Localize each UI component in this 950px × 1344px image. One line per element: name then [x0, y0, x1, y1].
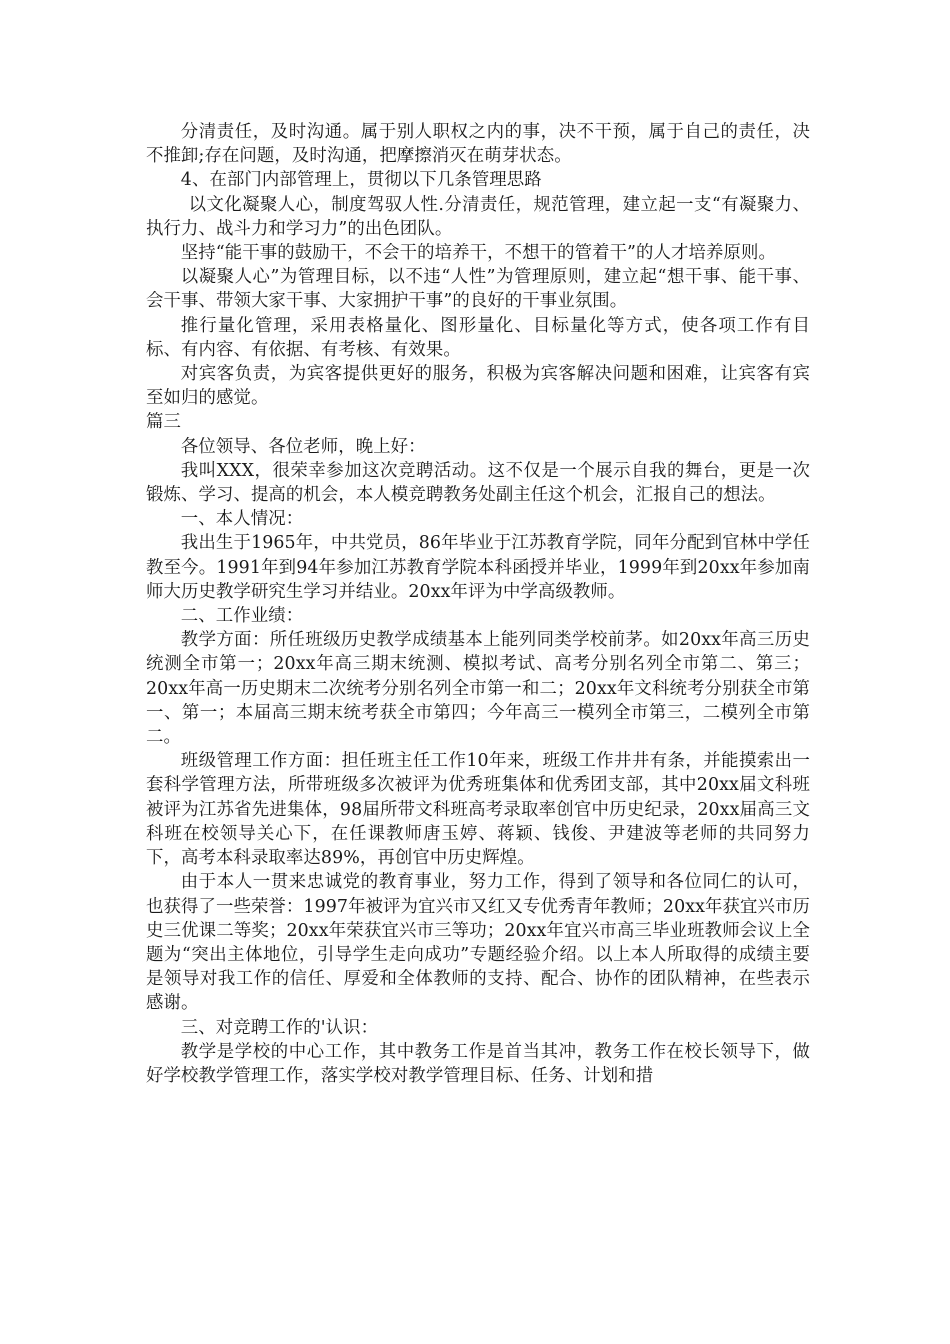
heading-achievements: 二、工作业绩：	[180, 606, 304, 627]
paragraph-quantified: 推行量化管理，采用表格量化、图形量化、目标量化等方式，使各项工作有目标、有内容、有依据、有考核、有效果。	[146, 315, 810, 360]
paragraph-greeting: 各位领导、各位老师，晚上好：	[180, 436, 426, 457]
heading-understanding: 三、对竞聘工作的'认识：	[180, 1017, 379, 1038]
paragraph-intro: 我叫XXX，很荣幸参加这次竞聘活动。这不仅是一个展示自我的舞台，更是一次锻炼、学习、提高的机会，本人模竞聘教务处副主任这个机会，汇报自己的想法。	[146, 460, 810, 506]
paragraph-cohesion: 以凝聚人心”为管理目标，以不违“人性”为管理原则，建立起“想干事、能干事、会干事、带领大家干事、大家拥护干事”的良好的干事业氛围。	[146, 267, 810, 312]
paragraph-personal: 我出生于1965年，中共党员，86年毕业于江苏教育学院，同年分配到官林中学任教至今。1991年到94年参加江苏教育学院本科函授并毕业，1999年到20xx年参加南师大历史教学研究生学习并结业。20xx年评为中学高级教师。	[146, 533, 810, 602]
paragraph-teaching: 教学方面：所任班级历史教学成绩基本上能列同类学校前茅。如20xx年高三历史统测全市第一；20xx年高三期末统测、模拟考试、高考分别名列全市第二、第三；20xx年高一历史期末二次统考分别名列全市第一和二；20xx年文科统考分别获全市第一、第一；本届高三期末统考获全市第四；今年高三一模列全市第三，二模列全市第二。	[146, 630, 810, 748]
paragraph-honors: 由于本人一贯来忠诚党的教育事业，努力工作，得到了领导和各位同仁的认可，也获得了一些荣誉：1997年被评为宜兴市又红又专优秀青年教师；20xx年获宜兴市历史三优课二等奖；20xx年荣获宜兴市三等功；20xx年宜兴市高三毕业班教师会议上全题为“突出主体地位，引导学生走向成功”专题经验介绍。以上本人所取得的成绩主要是领导对我工作的信任、厚爱和全体教师的支持、配合、协作的团队精神，在些表示感谢。	[146, 872, 810, 1014]
paragraph-culture: 以文化凝聚人心，制度驾驭人性.分清责任，规范管理，建立起一支“有凝聚力、执行力、战斗力和学习力”的出色团队。	[146, 194, 810, 239]
paragraph-guests: 对宾客负责，为宾客提供更好的服务，积极为宾客解决问题和困难，让宾客有宾至如归的感觉。	[146, 364, 810, 409]
section-title: 篇三	[146, 412, 181, 433]
heading-personal: 一、本人情况：	[180, 509, 304, 530]
paragraph-management-heading: 4、在部门内部管理上，贯彻以下几条管理思路	[180, 170, 542, 191]
document-page	[146, 120, 810, 1088]
paragraph-class-management: 班级管理工作方面：担任班主任工作10年来，班级工作井井有条，并能摸索出一套科学管理方法，所带班级多次被评为优秀班集体和优秀团支部，其中20xx届文科班被评为江苏省先进集体，98届所带文科班高考录取率创官中历史纪录，20xx届高三文科班在校领导关心下，在任课教师唐玉婷、蒋颖、钱俊、尹建波等老师的共同努力下，高考本科录取率达89%，再创官中历史辉煌。	[146, 751, 810, 869]
paragraph-talent: 坚持“能干事的鼓励干，不会干的培养干，不想干的管着干”的人才培养原则。	[180, 243, 776, 264]
paragraph-understanding: 教学是学校的中心工作，其中教务工作是首当其冲，教务工作在校长领导下，做好学校教学管理工作，落实学校对教学管理目标、任务、计划和措	[146, 1041, 810, 1086]
paragraph-responsibility: 分清责任，及时沟通。属于别人职权之内的事，决不干预，属于自己的责任，决不推卸;存在问题，及时沟通，把摩擦消灭在萌芽状态。	[146, 122, 810, 167]
